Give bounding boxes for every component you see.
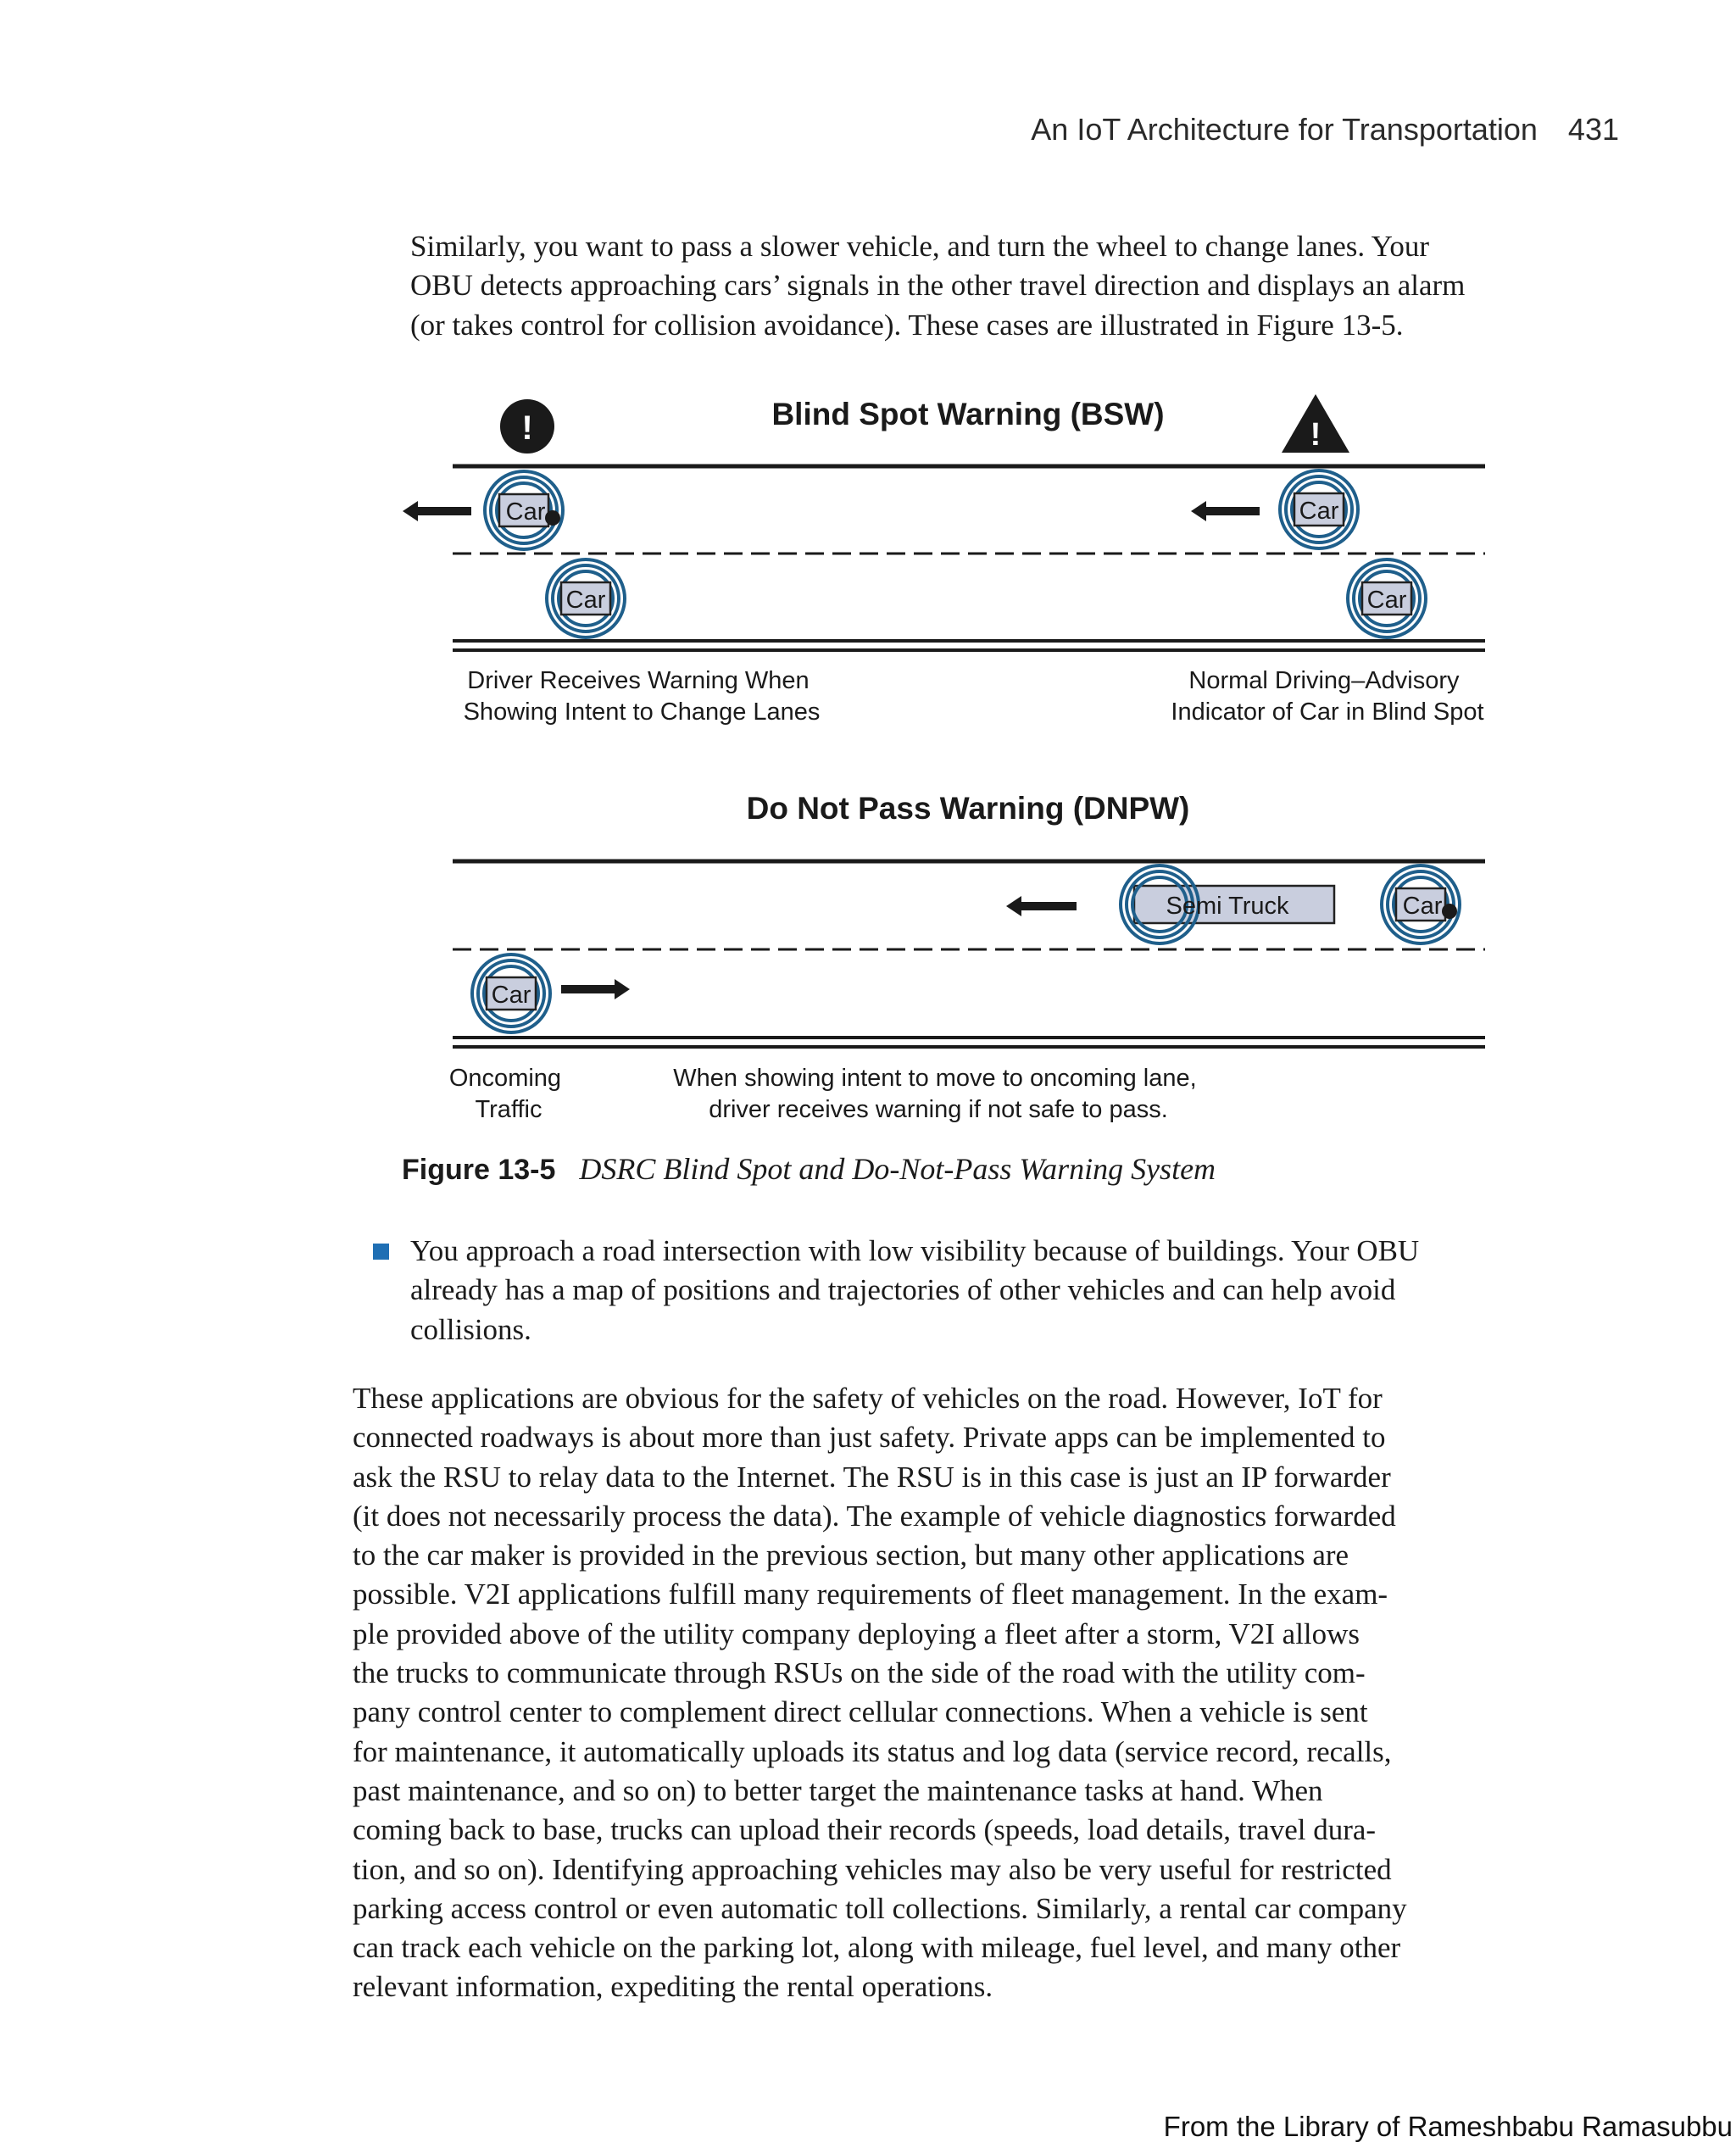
car-label: Car bbox=[1366, 587, 1407, 614]
text-line: These applications are obvious for the safety of vehicles on the road. However, IoT for bbox=[353, 1382, 1383, 1415]
car-with-ring bbox=[547, 559, 625, 637]
bsw-title: Blind Spot Warning (BSW) bbox=[771, 397, 1165, 431]
caption-line: driver receives warning if not safe to pass. bbox=[709, 1096, 1168, 1123]
car-with-ring bbox=[472, 954, 550, 1032]
figure-title: DSRC Blind Spot and Do-Not-Pass Warning System bbox=[579, 1152, 1216, 1186]
text-line: (or takes control for collision avoidance). These cases are illustrated in Figure 13-5. bbox=[410, 308, 1404, 342]
text-line: coming back to base, trucks can upload their records (speeds, load details, travel dura- bbox=[353, 1813, 1377, 1847]
caption-line: Showing Intent to Change Lanes bbox=[463, 698, 821, 726]
caption-line: Normal Driving–Advisory bbox=[1188, 667, 1460, 694]
semi-truck-with-ring bbox=[1121, 865, 1334, 943]
warning-glyph: ! bbox=[1310, 417, 1321, 453]
car-label: Car bbox=[565, 587, 606, 614]
turn-signal-dot bbox=[545, 510, 560, 526]
left-arrow-icon bbox=[403, 501, 471, 521]
car-with-ring bbox=[1382, 865, 1460, 943]
bullet-item bbox=[410, 1232, 1419, 1349]
left-arrow-icon bbox=[1191, 501, 1260, 521]
car-label: Car bbox=[505, 498, 546, 526]
dnpw-caption-right bbox=[673, 1065, 1203, 1123]
text-line: can track each vehicle on the parking lot, along with mileage, fuel level, and many other bbox=[353, 1931, 1401, 1965]
bsw-caption-left bbox=[464, 667, 821, 726]
right-arrow-icon bbox=[561, 979, 630, 999]
dnpw-caption-left bbox=[449, 1065, 568, 1123]
caption-line: Traffic bbox=[475, 1096, 542, 1123]
car-with-ring bbox=[1348, 559, 1426, 637]
turn-signal-dot bbox=[1442, 904, 1457, 919]
text-line: You approach a road intersection with low visibility because of buildings. Your OBU bbox=[410, 1234, 1420, 1267]
warning-glyph: ! bbox=[521, 409, 533, 447]
figure-number: Figure 13-5 bbox=[402, 1154, 556, 1186]
text-line: Similarly, you want to pass a slower vehicle, and turn the wheel to change lanes. Your bbox=[410, 230, 1430, 263]
running-title: An IoT Architecture for Transportation bbox=[1031, 112, 1538, 147]
bsw-caption-right bbox=[1171, 667, 1483, 726]
text-line: (it does not necessarily process the data). The example of vehicle diagnostics forwarded bbox=[353, 1499, 1396, 1533]
text-line: collisions. bbox=[410, 1312, 531, 1346]
left-arrow-icon bbox=[1006, 896, 1077, 916]
text-line: relevant information, expediting the rental operations. bbox=[353, 1970, 993, 2004]
caption-line: When showing intent to move to oncoming lane, bbox=[673, 1065, 1197, 1092]
car-label: Car bbox=[1299, 498, 1339, 525]
car-with-ring bbox=[1280, 470, 1358, 548]
text-line: pany control center to complement direct cellular connections. When a vehicle is sent bbox=[353, 1695, 1368, 1729]
text-line: to the car maker is provided in the previous section, but many other applications are bbox=[353, 1539, 1349, 1572]
text-line: for maintenance, it automatically uploads its status and log data (service record, recalls, bbox=[353, 1734, 1392, 1768]
text-line: parking access control or even automatic toll collections. Similarly, a rental car company bbox=[353, 1891, 1407, 1925]
car-with-ring bbox=[485, 471, 563, 549]
caption-line: Oncoming bbox=[448, 1065, 562, 1092]
warning-circle-icon bbox=[500, 399, 554, 454]
text-line: past maintenance, and so on) to better target the maintenance tasks at hand. When bbox=[353, 1773, 1323, 1807]
text-line: ask the RSU to relay data to the Internet. The RSU is in this case is just an IP forwarder bbox=[353, 1460, 1391, 1494]
bullet-square-icon bbox=[373, 1244, 389, 1260]
text-line: already has a map of positions and trajectories of other vehicles and can help avoid bbox=[410, 1273, 1396, 1307]
text-line: the trucks to communicate through RSUs on the side of the road with the utility com- bbox=[353, 1656, 1366, 1690]
text-line: ple provided above of the utility company deploying a fleet after a storm, V2I allows bbox=[353, 1617, 1360, 1650]
caption-line: Indicator of Car in Blind Spot bbox=[1171, 698, 1484, 726]
library-footer: From the Library of Rameshbabu Ramasubbu bbox=[1163, 2111, 1733, 2142]
body-paragraph bbox=[353, 1379, 1407, 2007]
warning-triangle-icon bbox=[1282, 394, 1349, 453]
dnpw-title: Do Not Pass Warning (DNPW) bbox=[746, 791, 1190, 826]
page-number: 431 bbox=[1567, 112, 1619, 147]
text-line: OBU detects approaching cars’ signals in the other travel direction and displays an alarm bbox=[410, 269, 1466, 303]
car-label: Car bbox=[491, 982, 531, 1009]
caption-line: Driver Receives Warning When bbox=[467, 667, 810, 694]
figure-caption bbox=[402, 1151, 1216, 1187]
text-line: connected roadways is about more than just safety. Private apps can be implemented to bbox=[353, 1421, 1386, 1455]
text-line: possible. V2I applications fulfill many requirements of fleet management. In the exam- bbox=[353, 1578, 1388, 1611]
car-label: Car bbox=[1402, 893, 1443, 920]
semi-truck-label: Semi Truck bbox=[1166, 893, 1289, 920]
text-line: tion, and so on). Identifying approaching vehicles may also be very useful for restricted bbox=[353, 1852, 1392, 1886]
